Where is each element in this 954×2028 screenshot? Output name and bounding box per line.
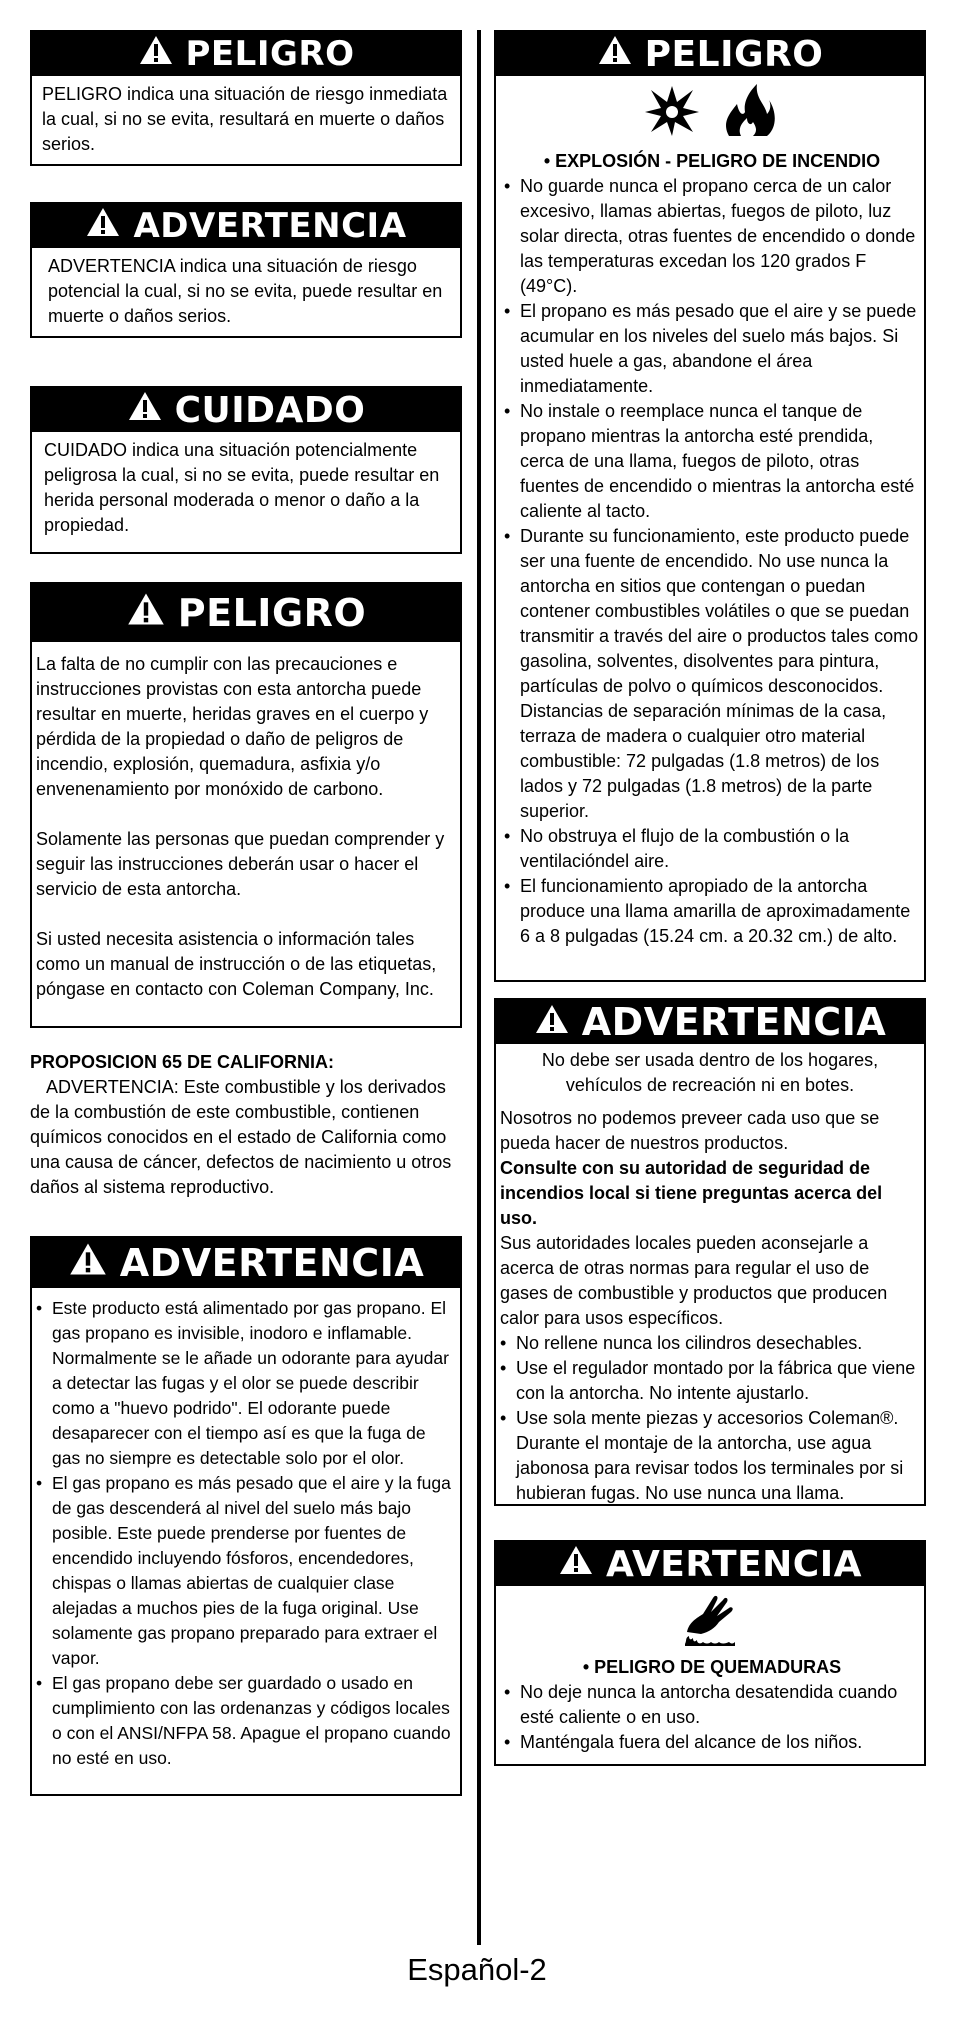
peligro-definition-header <box>32 32 460 76</box>
avertencia-burn-subtitle: • PELIGRO DE QUEMADURAS <box>582 1657 842 1677</box>
list-item: • No obstruya el flujo de la combustión o la ventilacióndel aire. <box>504 824 920 874</box>
list-item: • El gas propano es más pesado que el aire y la fuga de gas descenderá al nivel del suelo más bajo posible. Este puede prenderse por fuentes de encendido incluyendo fósforos, encendedores, chispas o llamas abiertas de cualquier clase alejadas a muchos pies de la fuga original. Use solamente gas propano preparado para extraer el vapor. <box>36 1471 456 1671</box>
advertencia-use-paragraph-2: Consulte con su autoridad de seguridad de incendios local si tiene preguntas acerca del uso. <box>500 1158 883 1228</box>
list-item: • Durante su funcionamiento, este producto puede ser una fuente de encendido. No use nunca la antorcha en sitios que contengan o puedan contener combustibles volátiles o que se puedan transmitir a través del aire o productos tales como gasolina, solventes, disolventes para pintura, partículas de polvo o químicos desconocidos. Distancias de separación mínimas de la casa, terraza de madera o cualquier otro material combustible: 72 pulgadas (1.8 metros) de los lados y 72 pulgadas (1.8 metros) de la parte superior. <box>504 524 920 824</box>
peligro-fire-subtitle: • EXPLOSIÓN - PELIGRO DE INCENDIO <box>543 151 881 171</box>
peligro-main-paragraph-2: Solamente las personas que puedan comprender y seguir las instrucciones deberán usar o hacer el servicio de esta antorcha. <box>36 829 445 899</box>
advertencia-use-paragraph-3: Sus autoridades locales pueden aconsejarle a acerca de otras normas para regular el uso de gases de combustible y productos que producen calor para usos específicos. <box>500 1233 888 1328</box>
list-item: • No rellene nunca los cilindros desechables. <box>500 1331 920 1356</box>
list-item: • Manténgala fuera del alcance de los niños. <box>504 1730 920 1755</box>
list-item: • No instale o reemplace nunca el tanque de propano mientras la antorcha esté prendida, cerca de una llama, fuegos de piloto, otras fuentes de encendido o mientras la antorcha esté caliente al tacto. <box>504 399 920 524</box>
advertencia-gas-header <box>32 1238 460 1288</box>
avertencia-burn-title: AVERTENCIA <box>606 1543 862 1585</box>
peligro-main-title: PELIGRO <box>177 591 367 635</box>
peligro-definition-box <box>30 30 462 166</box>
warning-triangle-icon <box>534 1000 570 1044</box>
advertencia-use-centered: No debe ser usada dentro de los hogares, vehículos de recreación ni en botes. <box>541 1050 879 1095</box>
avertencia-burn-box <box>494 1540 926 1766</box>
peligro-main-box <box>30 582 462 1028</box>
prop65-notice <box>30 1050 462 1200</box>
prop65-title: PROPOSICION 65 DE CALIFORNIA: <box>30 1052 335 1072</box>
column-divider <box>477 30 481 1945</box>
peligro-fire-title: PELIGRO <box>644 33 824 75</box>
peligro-main-header <box>32 584 460 642</box>
advertencia-use-paragraph-1: Nosotros no podemos preveer cada uso que se pueda hacer de nuestros productos. <box>500 1108 880 1153</box>
peligro-fire-header <box>496 32 924 76</box>
fire-icon <box>719 82 777 143</box>
list-item: • No deje nunca la antorcha desatendida cuando esté caliente o en uso. <box>504 1680 920 1730</box>
advertencia-use-title: ADVERTENCIA <box>581 1000 887 1044</box>
avertencia-burn-list <box>504 1680 920 1755</box>
peligro-fire-list <box>504 174 920 949</box>
warning-triangle-icon <box>558 1544 594 1585</box>
warning-triangle-icon <box>127 390 163 431</box>
list-item: • Use el regulador montado por la fábrica que viene con la antorcha. No intente ajustarlo. <box>500 1356 920 1406</box>
cuidado-definition-title: CUIDADO <box>174 389 366 431</box>
list-item: • El propano es más pesado que el aire y se puede acumular en los niveles del suelo más bajos. Si usted huele a gas, abandone el área inmediatamente. <box>504 299 920 399</box>
list-item: • Use sola mente piezas y accesorios Coleman®. Durante el montaje de la antorcha, use agua jabonosa para revisar todos los terminales por si hubieran fugas. No use nunca una llama. <box>500 1406 920 1506</box>
warning-triangle-icon <box>126 591 166 636</box>
list-item: • El gas propano debe ser guardado o usado en cumplimiento con las ordenanzas y códigos locales o con el ANSI/NFPA 58. Apague el propano cuando no esté en uso. <box>36 1671 456 1771</box>
warning-triangle-icon <box>138 34 174 75</box>
cuidado-definition-header <box>32 388 460 432</box>
avertencia-burn-header <box>496 1542 924 1586</box>
warning-triangle-icon <box>85 206 121 247</box>
advertencia-use-header <box>496 1000 924 1044</box>
advertencia-gas-list <box>36 1296 456 1771</box>
advertencia-definition-header <box>32 204 460 248</box>
advertencia-use-list <box>500 1331 920 1506</box>
list-item: • El funcionamiento apropiado de la antorcha produce una llama amarilla de aproximadamente 6 a 8 pulgadas (15.24 cm. a 20.32 cm.) de alto. <box>504 874 920 949</box>
peligro-main-paragraph-3: Si usted necesita asistencia o información tales como un manual de instrucción o de las etiquetas, póngase en contacto con Coleman Company, Inc. <box>36 929 437 999</box>
peligro-definition-text: PELIGRO indica una situación de riesgo inmediata la cual, si no se evita, resultará en muerte o daños serios. <box>42 84 448 154</box>
cuidado-definition-box <box>30 386 462 554</box>
explosion-icon <box>643 82 701 143</box>
advertencia-use-box <box>494 998 926 1506</box>
advertencia-definition-text: ADVERTENCIA indica una situación de riesgo potencial la cual, si no se evita, puede resultar en muerte o daños serios. <box>48 256 443 326</box>
cuidado-definition-text: CUIDADO indica una situación potencialmente peligrosa la cual, si no se evita, puede resultar en herida personal moderada o menor o daño a la propiedad. <box>44 440 440 535</box>
list-item: • No guarde nunca el propano cerca de un calor excesivo, llamas abiertas, fuegos de piloto, luz solar directa, otras fuentes de encendido o donde las temperaturas excedan los 120 grados F (49°C). <box>504 174 920 299</box>
page-number: Español-2 <box>407 1952 547 1987</box>
peligro-definition-title: PELIGRO <box>185 34 355 74</box>
warning-triangle-icon <box>68 1241 108 1286</box>
burn-hand-icon <box>679 1592 741 1653</box>
advertencia-definition-box <box>30 202 462 338</box>
warning-triangle-icon <box>597 34 633 75</box>
prop65-text: ADVERTENCIA: Este combustible y los derivados de la combustión de este combustible, contienen químicos conocidos en el estado de California como una causa de cáncer, defectos de nacimiento u otros daños al sistema reproductivo. <box>30 1077 452 1197</box>
advertencia-gas-box <box>30 1236 462 1796</box>
advertencia-gas-title: ADVERTENCIA <box>119 1241 425 1285</box>
list-item: • Este producto está alimentado por gas propano. El gas propano es invisible, inodoro e inflamable. Normalmente se le añade un odorante para ayudar a detectar las fugas y el olor se puede describir como a "huevo podrido". El odorante puede desaparecer con el tiempo así es que la fuga de gas no siempre es detectable solo por el olor. <box>36 1296 456 1471</box>
peligro-main-paragraph-1: La falta de no cumplir con las precauciones e instrucciones provistas con esta antorcha puede resultar en muerte, heridas graves en el cuerpo y pérdida de la propiedad o daño de peligros de incendio, explosión, quemadura, asfixia y/o envenenamiento por monóxido de carbono. <box>36 654 429 799</box>
advertencia-definition-title: ADVERTENCIA <box>133 206 407 246</box>
peligro-fire-box <box>494 30 926 982</box>
